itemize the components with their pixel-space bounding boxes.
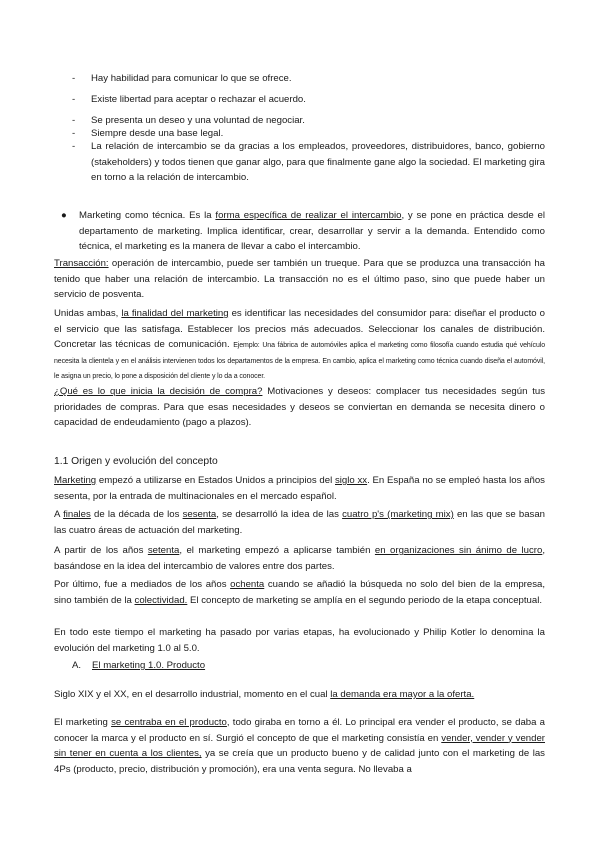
paragraph-unidas (54, 306, 545, 384)
underlined-text: Marketing (54, 475, 97, 486)
text-run: Marketing como técnica. Es la (79, 210, 216, 221)
paragraph-pregunta (54, 384, 545, 431)
text-run: A partir de los años (54, 545, 148, 556)
text-run: , todo giraba en torno a él. Lo principal era vender el producto, se daba a conocer la marca y el producto en sí. Surgió el concepto de que el marketing consistía en (54, 717, 546, 744)
underlined-text: forma específica de realizar el intercambio (215, 210, 402, 221)
bullet-paragraph (79, 208, 545, 255)
text-run: cuando se añadió la búsqueda no solo del bien de la empresa, sino también de la (54, 579, 545, 606)
paragraph (54, 473, 545, 504)
text-run: Unidas ambas, (54, 308, 122, 319)
paragraph (54, 507, 545, 538)
text-run: es identificar las necesidades del consumidor para: diseñar el producto o el servicio que las satisfaga. Establecer los precios más adecuados. Seleccionar los canales de distribución. Concretar las técnicas de comunicación. (54, 308, 545, 351)
text-run: de la década de los (90, 509, 183, 520)
paragraph (54, 577, 545, 608)
list-item: Hay habilidad para comunicar lo que se ofrece. (91, 73, 292, 84)
paragraph-transaccion (54, 256, 545, 303)
subheading-letter: A. (72, 660, 82, 671)
paragraph (54, 543, 545, 574)
underlined-text: vender, vender y vender sin tener en cuenta a los clientes, (54, 732, 545, 760)
underlined-text: en organizaciones sin ánimo de lucro (374, 545, 543, 556)
text-run: , basándose en la idea del intercambio de valores entre dos partes. (54, 545, 546, 572)
text-run: , se desarrolló la idea de las (216, 509, 343, 520)
underlined-text: cuatro p's (marketing mix) (342, 509, 454, 520)
example-small-text: Ejemplo: Una fábrica de automóviles aplica el marketing como filosofía cuando estudia qué vehículo necesita la clientela y en el análisis intervienen todos los departamentos de la empresa. En cambio, aplica el marketing como técnica cuando diseña el automóvil, le asigna un precio, lo pone a disposición del cliente y lo da a conocer. (54, 342, 546, 381)
list-dash: - (72, 73, 76, 84)
subheading-title: El marketing 1.0. Producto (92, 660, 206, 671)
list-dash: - (72, 141, 76, 152)
text-run: ya se creía que un producto bueno y de calidad junto con el marketing de las 4Ps (producto, precio, distribución y promoción), era una venta segura. No llevaba a (54, 748, 545, 775)
list-dash: - (72, 94, 76, 105)
list-dash: - (72, 115, 76, 126)
underlined-text: siglo xx (335, 475, 368, 486)
paragraph (54, 687, 545, 703)
underlined-text: sesenta (182, 509, 217, 520)
bullet-icon: ● (61, 210, 67, 221)
text-run: en las que se basan las cuatro áreas de actuación del marketing. (54, 509, 545, 536)
underlined-text: Transacción: (54, 258, 109, 269)
text-run: A (54, 509, 64, 520)
paragraph: En todo este tiempo el marketing ha pasado por varias etapas, ha evolucionado y Philip Kotler lo denomina la evolución del marketing 1.0 al 5.0. (54, 627, 545, 654)
underlined-text: colectividad. (134, 594, 188, 606)
text-run: El concepto de marketing se amplía en el segundo periodo de la etapa conceptual. (187, 594, 543, 606)
list-dash: - (72, 128, 76, 139)
underlined-text: la demanda era mayor a la oferta. (330, 689, 475, 700)
text-run: Motivaciones y deseos: complacer tus necesidades según tus prioridades de compras. Para que esas necesidades y deseos se conviertan en demanda se necesita dinero o capacidad de endeudamiento (pago a plazos). (54, 386, 545, 429)
underlined-text: ochenta (230, 579, 265, 590)
text-run: empezó a utilizarse en Estados Unidos a principios del (96, 475, 335, 486)
list-item: La relación de intercambio se da gracias a los empleados, proveedores, distribuidores, banco, gobierno (stakeholders) y todos tienen que ganar algo, para que finalmente gane algo la sociedad. El marketing gira en torno a la relación de intercambio. (91, 141, 545, 184)
underlined-text: setenta (147, 545, 180, 556)
text-run: Por último, fue a mediados de los años (54, 579, 231, 590)
list-item: Existe libertad para aceptar o rechazar el acuerdo. (91, 94, 306, 105)
underlined-text: se centraba en el producto (111, 717, 227, 728)
text-run: operación de intercambio, puede ser también un trueque. Para que se produzca una transacción ha tenido que haber una relación de intercambio. La transacción no es el último paso, sino que puede haber un servicio de posventa. (54, 258, 545, 301)
underlined-text: ¿Qué es lo que inicia la decisión de compra? (54, 386, 263, 397)
paragraph (54, 715, 545, 777)
text-run: , y se pone en práctica desde el departamento de marketing. Implica identificar, crear, desarrollar y servir a la demanda. Entendido como técnica, el marketing es la manera de llevar a cabo el intercambio. (79, 210, 545, 253)
text-run: . En España no se empleó hasta los años sesenta, por la entrada de multinacionales en el mercado español. (54, 475, 545, 502)
text-run: Siglo XIX y el XX, en el desarrollo industrial, momento en el cual (54, 689, 331, 700)
section-title: 1.1 Origen y evolución del concepto (54, 456, 218, 467)
list-item: Siempre desde una base legal. (91, 128, 224, 139)
list-item: Se presenta un deseo y una voluntad de negociar. (91, 115, 305, 126)
underlined-text: la finalidad del marketing (121, 308, 229, 319)
underlined-text: finales (63, 509, 91, 520)
text-run: El marketing (54, 717, 112, 728)
text-run: , el marketing empezó a aplicarse también (179, 545, 375, 556)
